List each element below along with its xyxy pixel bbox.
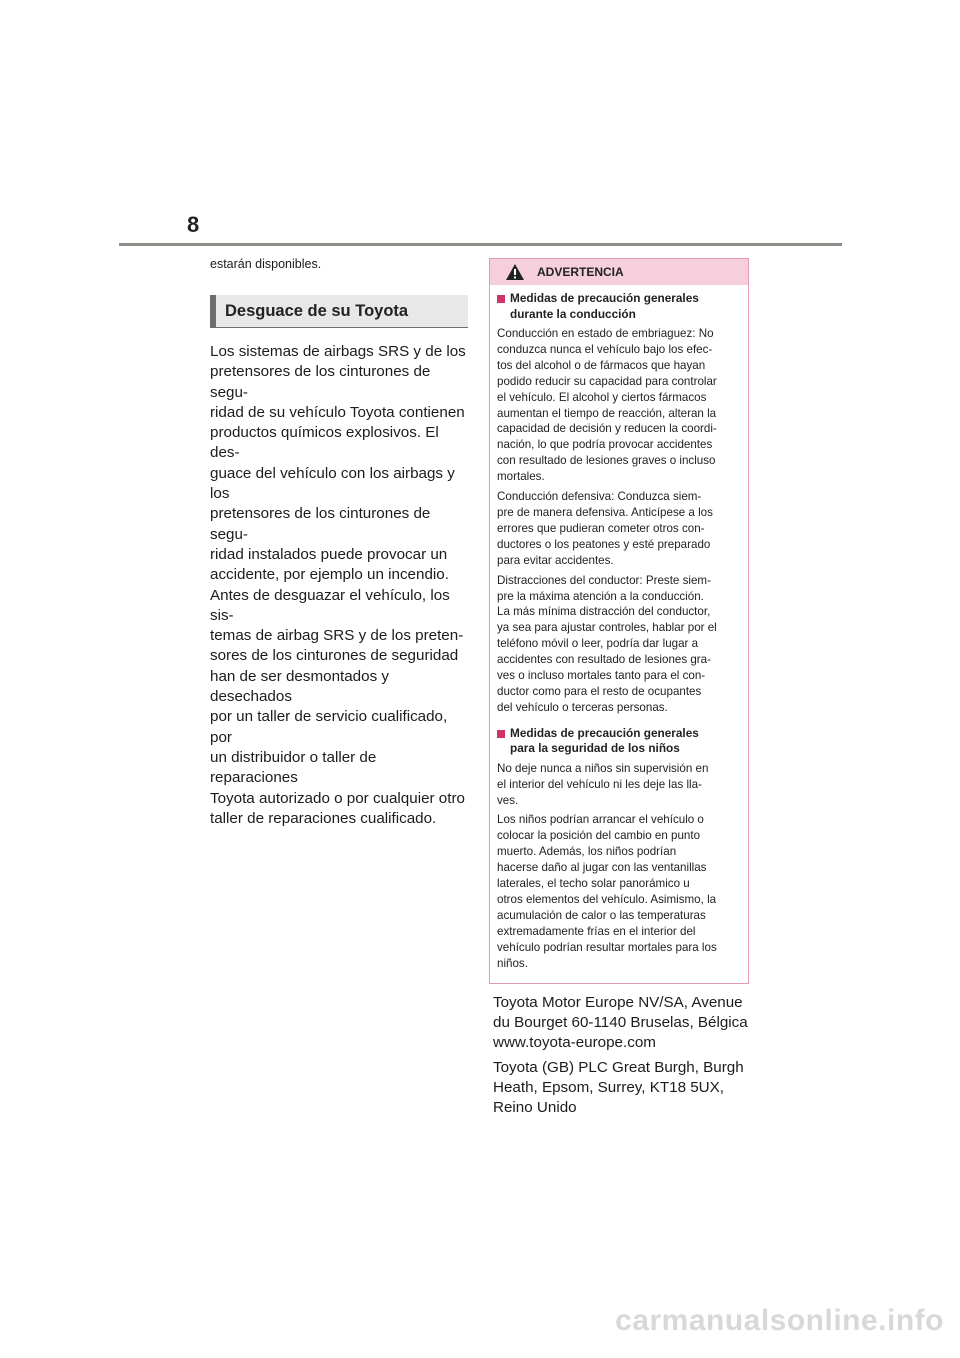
text-line: durante la conducción xyxy=(510,306,636,321)
text-line: otros elementos del vehículo. Asimismo, la xyxy=(497,893,717,906)
text-line: mortales. xyxy=(497,470,545,484)
warning-subheading-text xyxy=(510,726,699,757)
page-number: 8 xyxy=(187,212,200,237)
text-line: www.toyota-europe.com xyxy=(493,1033,656,1051)
text-line: pretensores de los cinturones de segu- xyxy=(210,363,431,401)
text-line: pre la máxima atención a la conducción. xyxy=(497,589,704,603)
text-line: ves o incluso mortales tanto para el con- xyxy=(497,669,706,683)
text-line: extremadamente frías en el interior del xyxy=(497,924,696,938)
text-line: La más mínima distracción del conductor, xyxy=(497,605,711,619)
text-line: aumentan el tiempo de reacción, alteran la xyxy=(497,406,717,420)
text-line: du Bourget 60-1140 Bruselas, Bélgica xyxy=(493,1013,748,1031)
text-line: pre de manera defensiva. Anticípese a los xyxy=(497,505,713,519)
warning-body xyxy=(490,285,748,972)
text-line: errores que pudieran cometer otros con- xyxy=(497,521,705,535)
text-line: tos del alcohol o de fármacos que hayan xyxy=(497,358,706,372)
text-line: accidente, por ejemplo un incendio. xyxy=(210,566,449,584)
text-line: acumulación de calor o las temperaturas xyxy=(497,908,706,922)
text-line: Medidas de precaución generales xyxy=(510,725,699,740)
text-line: ves. xyxy=(497,793,519,807)
text-line: han de ser desmontados y desechados xyxy=(210,667,389,706)
text-line: Distracciones del conductor: Preste siem- xyxy=(497,573,711,587)
left-column xyxy=(210,255,468,829)
warning-triangle-icon xyxy=(505,263,525,281)
warning-paragraph xyxy=(497,489,741,569)
text-line: para la seguridad de los niños xyxy=(510,741,680,756)
text-line: Antes de desguazar el vehículo, los sis- xyxy=(210,586,450,624)
square-bullet-icon xyxy=(497,730,505,738)
text-line: ductores o los peatones y esté preparado xyxy=(497,537,711,551)
text-line: podido reducir su capacidad para controlar xyxy=(497,374,717,388)
text-line: Los sistemas de airbags SRS y de los xyxy=(210,343,466,360)
text-line: Conducción defensiva: Conduzca siem- xyxy=(497,490,702,504)
text-line: para evitar accidentes. xyxy=(497,553,614,567)
warning-subheading-text xyxy=(510,291,699,322)
text-line: laterales, el techo solar panorámico u xyxy=(497,877,690,891)
section-title: Desguace de su Toyota xyxy=(225,301,409,320)
warning-paragraph xyxy=(497,573,741,716)
text-line: guace del vehículo con los airbags y los xyxy=(210,464,455,503)
text-line: productos químicos explosivos. El des- xyxy=(210,424,439,462)
text-line: con resultado de lesiones graves o incluso xyxy=(497,454,716,468)
watermark: carmanualsonline.info xyxy=(615,1304,944,1337)
text-line: hacerse daño al jugar con las ventanillas xyxy=(497,861,707,875)
text-line: vehículo podrían resultar mortales para los xyxy=(497,940,717,954)
text-line: por un taller de servicio cualificado, por xyxy=(210,708,448,746)
continued-fragment: estarán disponibles. xyxy=(210,257,322,271)
warning-header xyxy=(490,259,748,285)
warning-subheading xyxy=(497,291,741,322)
header-rule xyxy=(119,243,842,246)
body-paragraph xyxy=(210,342,468,829)
warning-title: ADVERTENCIA xyxy=(537,265,624,279)
text-line: Heath, Epsom, Surrey, KT18 5UX, xyxy=(493,1079,725,1097)
text-line: el interior del vehículo ni les deje las lla- xyxy=(497,777,702,791)
text-line: del vehículo o terceras personas. xyxy=(497,700,668,714)
text-line: Los niños podrían arrancar el vehículo o xyxy=(497,813,704,827)
text-line: Toyota autorizado o por cualquier otro xyxy=(210,789,465,807)
text-line: taller de reparaciones cualificado. xyxy=(210,809,437,827)
text-line: ya sea para ajustar controles, hablar por el xyxy=(497,621,717,635)
text-line: No deje nunca a niños sin supervisión en xyxy=(497,761,709,775)
warning-paragraph xyxy=(497,812,741,971)
warning-box xyxy=(489,258,749,984)
text-line: Medidas de precaución generales xyxy=(510,291,699,305)
text-line: capacidad de decisión y reducen la coordi- xyxy=(497,422,717,436)
section-heading xyxy=(210,295,468,328)
text-line: ridad de su vehículo Toyota contienen xyxy=(210,403,465,421)
text-line: Conducción en estado de embriaguez: No xyxy=(497,327,714,340)
text-line: niños. xyxy=(497,956,528,970)
text-line: ridad instalados puede provocar un xyxy=(210,545,448,563)
text-line: Toyota Motor Europe NV/SA, Avenue xyxy=(493,994,743,1011)
text-line: Reino Unido xyxy=(493,1098,577,1116)
text-line: teléfono móvil o leer, podría dar lugar a xyxy=(497,637,699,651)
text-line: el vehículo. El alcohol y ciertos fármacos xyxy=(497,390,707,404)
warning-paragraph xyxy=(497,761,741,809)
address-paragraph xyxy=(493,993,753,1052)
text-line: nación, lo que podría provocar accidentes xyxy=(497,438,713,452)
text-line: sores de los cinturones de seguridad xyxy=(210,647,459,665)
text-line: muerto. Además, los niños podrían xyxy=(497,845,677,859)
warning-subheading xyxy=(497,726,741,757)
square-bullet-icon xyxy=(497,295,505,303)
text-line: un distribuidor o taller de reparaciones xyxy=(210,748,377,787)
text-line: accidentes con resultado de lesiones gra- xyxy=(497,653,711,667)
text-line: colocar la posición del cambio en punto xyxy=(497,829,701,843)
text-line: conduzca nunca el vehículo bajo los efec- xyxy=(497,342,713,356)
address-block xyxy=(493,993,753,1124)
address-paragraph xyxy=(493,1058,753,1117)
warning-paragraph xyxy=(497,326,741,485)
text-line: temas de airbag SRS y de los preten- xyxy=(210,627,464,645)
text-line: ductor como para el resto de ocupantes xyxy=(497,684,702,698)
text-line: Toyota (GB) PLC Great Burgh, Burgh xyxy=(493,1059,744,1077)
text-line: pretensores de los cinturones de segu- xyxy=(210,505,431,543)
